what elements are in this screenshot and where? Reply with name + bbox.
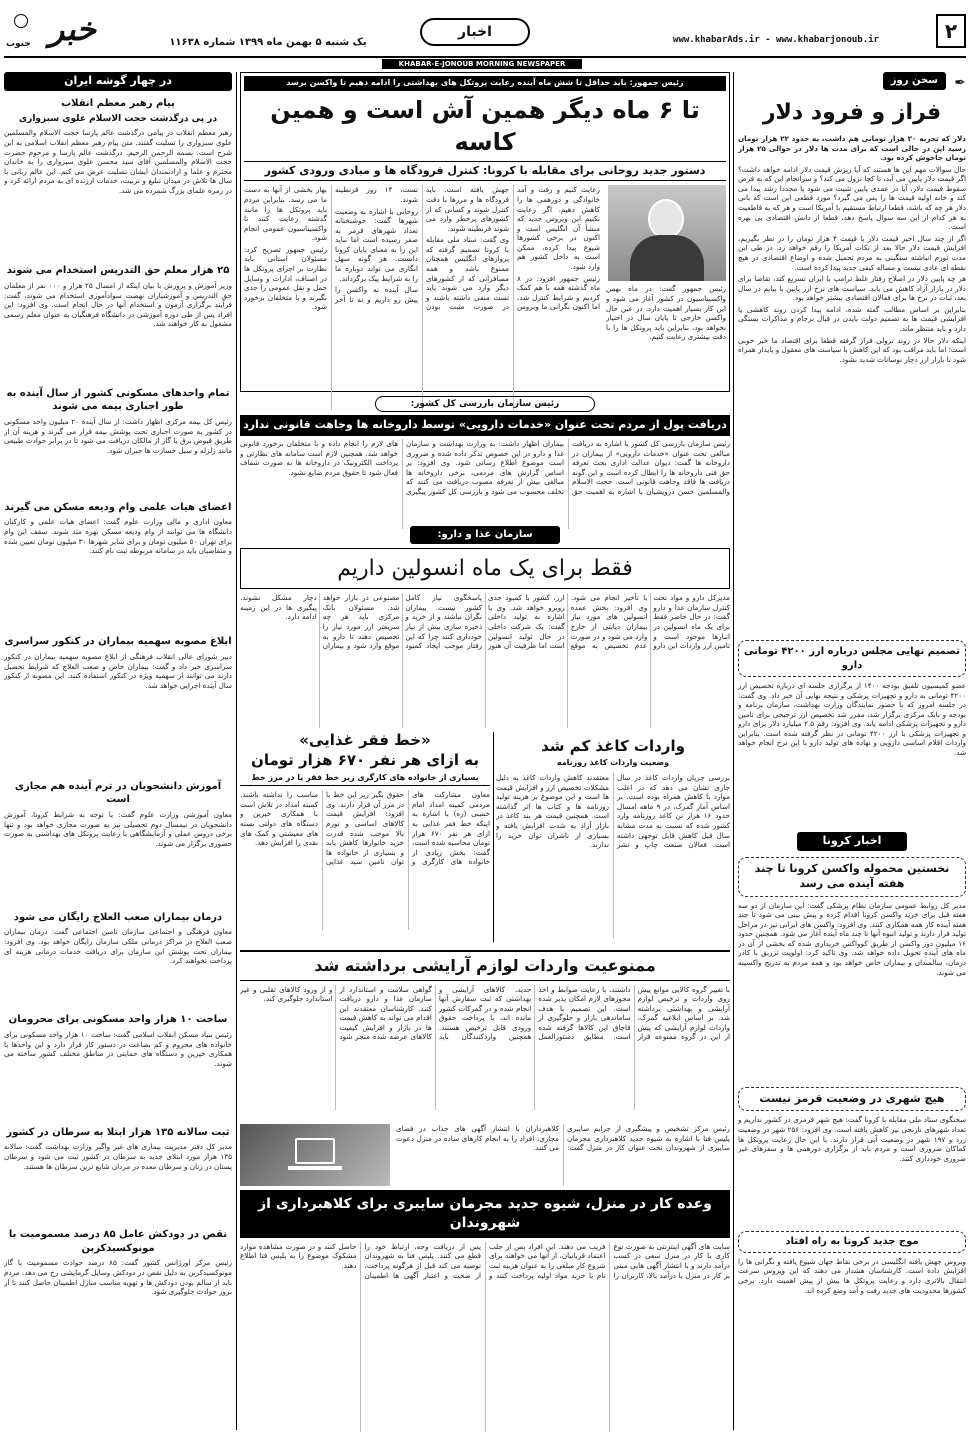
cybercrime-intro: رئیس مرکز تشخیص و پیشگیری از جرایم سایبری پلیس فتا با اشاره به شیوه جدید کلاهبرداری مجرمان سایبری از شهروندان تحت عنوان کار در منزل گفت: کلاهبرداران با انتشار آگهی های جذاب در فضای مجازی، افراد را به انجام کارهای ساده در منزل دعوت می کنند. <box>396 1124 730 1153</box>
paper-body: بررسی جریان واردات کاغذ در سال جاری نشان می دهد که در اغلب موارد با کاهش همراه بوده است. بر اساس آمار گمرک، در ۹ ماهه امسال حدود ۱۶ هزار تن کاغذ روزنامه وارد کشور شده که نسبت به مدت مشابه سال قبل کاهش قابل توجهی داشته است. فعالان صنعت چاپ و نشر معتقدند کاهش واردات کاغذ به دلیل مشکلات تخصیص ارز و افزایش قیمت ها است و این موضوع بر هزینه تولید روزنامه ها و کتاب ها اثر گذاشته است. همچنین قیمت هر بند کاغذ در بازار آزاد به شدت افزایش یافته و بسیاری از ناشران توان خرید را ندارند. <box>496 773 730 850</box>
cybercrime-headline-box <box>240 1190 730 1238</box>
cybercrime-top <box>240 1124 730 1186</box>
cybercrime-headline: وعده کار در منزل، شیوه جدید مجرمان سایبری برای کلاهبرداری از شهروندان <box>258 1196 712 1231</box>
lead-photo-column <box>606 185 726 410</box>
logo-sub: جنوب <box>6 39 31 49</box>
province-item-body: رهبر معظم انقلاب در پیامی درگذشت عالم پارسا حجت الاسلام والمسلمین علوی سبزواری را تسلیت گفتند. متن پیام رهبر معظم انقلاب اسلامی به این شرح است: بسمه الرحمن الرحیم. درگذشت عالم پارسا و مرحوم حضرت حجت الاسلام والمسلمین آقای سید محسن علوی سبزواری را به خاندان محترم و علما و ارادتمندان ایشان تسلیت عرض می کنم. این عالم ربانی با سال ها تلاش در میدان تبلیغ و تربیت، خدمات ارزنده ای به مردم ارائه کرد و در زمره علمای بزرگ شمرده می شد. <box>4 128 232 195</box>
editorial-tag-row <box>738 72 966 92</box>
laptop-icon <box>295 1138 335 1164</box>
poverty-story <box>240 730 490 945</box>
province-item-title: نقص در دودکش عامل ۸۵ درصد مسمومیت با مونوکسیدکربن <box>8 1229 228 1254</box>
insulin-kicker: سازمان غذا و دارو: <box>410 526 560 544</box>
section-label: اخبار <box>420 18 530 46</box>
lead-paragraph: رئیس جمهور افزود: در ۸ ماه گذشته همه با هم کمک کردیم و شرایط کنترل شد، اما اکنون نگرانی ما ویروس جهش یافته است. باید فرودگاه ها و مرزها با دقت کنترل شوند و کسانی که از کشورهای پرخطر وارد می شوند قرنطینه شوند. <box>426 185 600 312</box>
corona-item3-title-box <box>738 1231 966 1253</box>
editorial-tag: سخن روز <box>883 72 946 90</box>
currency-decision <box>738 640 966 830</box>
english-name-bar: KHABAR-E-JONOUB MORNING NEWSPAPER <box>382 59 582 69</box>
photo-figure-body <box>630 235 704 281</box>
cosmetics-body: با تغییر گروه کالایی موانع پیش روی واردات و ترخیص لوازم آرایشی و بهداشتی برداشته شد. بر اساس ابلاغیه گمرک، واردات لوازم آرایشی که پیش از این در گروه ممنوعه قرار داشتند، با رعایت ضوابط و اخذ مجوزهای لازم امکان پذیر شده است. این تصمیم با هدف ساماندهی بازار و جلوگیری از قاچاق این کالاها گرفته شده است. مطابق دستورالعمل جدید، کالاهای آرایشی و بهداشتی که ثبت سفارش آنها انجام شده و در گمرکات کشور مانده اند، با پرداخت حقوق ورودی قابل ترخیص هستند. همچنین واردکنندگان باید گواهی سلامت و استاندارد از سازمان غذا و دارو دریافت کنند. کارشناسان معتقدند این اقدام می تواند به کاهش قیمت ها در بازار و افزایش کیفیت کالاهای عرضه شده منجر شود و از ورود کالاهای تقلبی و غیر استاندارد جلوگیری کند. <box>240 984 730 1042</box>
paper-subhead: وضعیت واردات کاغذ روزنامه <box>556 758 670 768</box>
lead-kicker: رئیس جمهور: باید حداقل تا شش ماه آینده رعایت پروتکل های بهداشتی را ادامه دهیم تا واکسن برسد <box>244 76 726 91</box>
insulin-body: مدیرکل دارو و مواد تحت کنترل سازمان غذا و دارو گفت: در حال حاضر فقط برای یک ماه انسولین در انبارها موجود است و تامین ارز واردات این دارو با تأخیر انجام می شود. وی افزود: بخش عمده انسولین های مورد نیاز بیماران دیابتی از خارج وارد می شود و در صورت عدم تخصیص به موقع ارز، کشور با کمبود جدی روبرو خواهد شد. وی با اشاره به تولید داخلی گفت: یک شرکت داخلی در حال تولید انسولین است اما ظرفیت آن هنوز پاسخگوی نیاز کامل کشور نیست. بیماران نگران نباشند و از خرید و ذخیره سازی بیش از نیاز خودداری کنند چرا که این رفتار موجب ایجاد کمبود مصنوعی در بازار خواهد شد. مسئولان بانک مرکزی باید هر چه سریعتر ارز مورد نیاز را تخصیص دهند تا دارو به موقع وارد شود و بیماران دچار مشکل نشوند. پیگیری ها در این زمینه ادامه دارد. <box>240 593 730 651</box>
column-divider <box>733 72 734 1430</box>
corona-section-title: اخبار کرونا <box>797 832 907 851</box>
lead-story <box>240 72 730 392</box>
cybercrime-image <box>240 1124 390 1186</box>
page-number-box <box>936 14 966 48</box>
province-item-sub: در پی درگذشت حجت الاسلام علوی سبزواری <box>18 114 218 125</box>
websites[interactable]: www.khabarAds.ir - www.khabarjonoub.ir <box>673 35 879 45</box>
cybercrime-body: سایت های آگهی اینترنتی به صورت نوع کاری با کار در منزل سعی در کسب درآمد دارند و با انتشار آگهی هایی مبنی بر کار در منزل با درآمد بالا، کاربران را فریب می دهند. این افراد پس از جلب اعتماد قربانیان، از آنها می خواهند برای شروع کار مبلغی را به عنوان هزینه ثبت نام یا خرید مواد اولیه پرداخت کنند و پس از دریافت وجه، ارتباط خود را قطع می کنند. پلیس فتا به شهروندان توصیه می کند قبل از هرگونه پرداخت، از صحت و اعتبار آگهی ها اطمینان حاصل کنند و در صورت مشاهده موارد مشکوک موضوع را به پلیس فتا اطلاع دهند. <box>240 1241 730 1280</box>
lead-paragraph: وی گفت: ستاد ملی مقابله با کرونا تصمیم گرفته که پروازهای انگلیس همچنان ممنوع باشد و همه مسافرانی که از کشورهای دیگر وارد می شوند باید تست منفی داشته باشند و در صورت مثبت بودن تست، ۱۴ روز قرنطینه شوند. <box>335 185 509 312</box>
editorial-body <box>738 134 966 629</box>
province-item-title: تمام واحدهای مسکونی کشور از سال آینده به طور اجباری بیمه می شوند <box>6 387 230 413</box>
provinces-column <box>4 72 232 1430</box>
editorial-paragraph: دلار که تجربه ۳۰ هزار تومانی هم داشت، به حدود ۲۲ هزار تومان رسید این در حالی است که برای مدت ها دلار در حوالی ۲۵ هزار تومان جاخوش کرده بود. <box>738 134 966 163</box>
poverty-headline-main: به ازای هر نفر ۶۷۰ هزار تومان <box>251 751 479 770</box>
logo <box>4 12 104 52</box>
province-item-body: معاون آموزشی وزارت علوم گفت: با توجه به شرایط کرونا، آموزش دانشجویان در نیمسال دوم تحصیلی نیز به صورت مجازی خواهد بود و تنها برخی دروس عملی و آزمایشگاهی با رعایت پروتکل های بهداشتی به صورت حضوری برگزار می شوند. <box>4 809 232 848</box>
province-item-body: معاون اداری و مالی وزارت علوم گفت: اعضای هیات علمی و کارکنان دانشگاه ها می توانند از وام ودیعه مسکن بهره مند شوند. سقف این وام برای تهران ۵۰ میلیون تومان و برای سایر شهرها ۳۰ میلیون تومان تعیین شده و متقاضیان باید در سامانه مربوطه ثبت نام کنند. <box>4 517 232 556</box>
lead-content <box>244 185 726 410</box>
editorial-paragraph: هر چه پایین دلار در اصلاح رفتار غلط ترامپ با ایران تسریع کند، تقاضا برای دلار در بازار آزاد کاهش می یابد. سیاست های نرخ ارز پایین با بیایم در سال بعد، ثبات در نرخ ها برای فعالان اقتصادی بیشتر خواهد بود. <box>738 274 966 303</box>
lead-paragraph: سال آینده نه واکسن را پیش رو داریم و نه تا آخر بهار بخشی از آنها به دست ما می رسد. بنابراین مردم باید پروتکل ها را مانند گذشته رعایت کنند تا واکسیناسیون عمومی انجام شود. <box>244 185 418 304</box>
page-number: ۲ <box>944 18 958 43</box>
province-item-title: ۲۵ هزار معلم حق التدریس استخدام می شوند <box>6 265 230 277</box>
cybercrime-story <box>240 1124 730 1430</box>
story-divider <box>493 732 494 942</box>
province-item-body: معاون فرهنگی و اجتماعی سازمان تامین اجتماعی گفت: درمان بیماران صعب العلاج در مراکز درمانی ملکی سازمان رایگان خواهد بود. وی افزود: بیماران تحت پوشش این سازمان برای دریافت خدمات درمانی هزینه ای پرداخت نخواهند کرد. <box>4 927 232 966</box>
provinces-section-title: در چهار گوشه ایران <box>4 72 232 91</box>
poverty-body: معاون مشارکت های مردمی کمیته امداد امام خمینی (ره) با اشاره به اینکه خط فقر غذایی به ازای هر نفر ۶۷۰ هزار تومان محاسبه شده است، گفت: بخش زیادی از خانواده های کارگری و حقوق بگیر زیر این خط یا در مرز آن قرار دارند. وی افزود: افزایش قیمت کالاهای اساسی و تورم بالا موجب شده قدرت خرید خانوارها کاهش یابد و بسیاری از خانواده ها توان تامین سبد غذایی مناسب را نداشته باشند. کمیته امداد در تلاش است با همکاری خیرین و دستگاه های دولتی بسته های معیشتی و کمک های نقدی را افزایش دهد. <box>240 790 490 867</box>
paper-headline: واردات کاغذ کم شد <box>541 737 685 755</box>
corona-item1-body: مدیر کل روابط عمومی سازمان نظام پزشکی گفت: این سازمان از دو سه هفته قبل برای خرید واکسن کرونا اقدام کرده و پیش بینی می شود تا چند هفته آینده کار همه همکاری کنند. وی افزود: واکسن های ایرانی نیز در مراحل تولید قرار دارند و تولید انبوه آنها تا چند ماه آینده آغاز می شود. همچنین حدود ۱۶ میلیون دوز واکسن از طریق کوواکس خریداری شده که بخشی از آن در ماه های آینده تحویل داده خواهد شد. وی تاکید کرد: اولویت تزریق با کادر درمان، سالمندان و بیماران خاص خواهد بود و همه مردم به تدریج واکسینه می شوند. <box>738 900 966 977</box>
insulin-headline-box <box>240 548 730 590</box>
lead-paragraph: رئیس جمهور تصریح کرد: مسئولان استانی باید نظارت بر اجرای پروتکل ها در اصناف، ادارات و وسایل حمل و نقل عمومی را جدی بگیرند و با متخلفان برخورد شود. <box>244 244 327 312</box>
lead-headline: تا ۶ ماه دیگر همین آش است و همین کاسه <box>270 95 700 157</box>
insulin-story <box>240 526 730 726</box>
province-item-title: درمان بیماران صعب العلاج رایگان می شود <box>13 911 223 923</box>
editorial-paragraph: اینکه دلار حالا در روند نزولی قرار گرفته قطعا برای اقتصاد ما خبر خوبی است؛ اما باید مراقب بود که این کاهش با سیاست های معقول و پایدار همراه شود تا بازار ارز دچار نوسانات شدید نشود. <box>738 335 966 364</box>
corona-item3-body: ویروس جهش یافته انگلیسی در برخی نقاط جهان شیوع یافته و نگرانی ها را افزایش داده است. کارشناسان هشدار می دهند که این ویروس سرعت انتقال بالاتری دارد و رعایت پروتکل ها بیش از پیش اهمیت دارد. برخی کشورها محدودیت های جدید رفت و آمد وضع کرده اند. <box>738 1256 966 1295</box>
poverty-subhead: بسیاری از خانواده های کارگری زیر خط فقر یا در مرز خط <box>240 773 490 787</box>
paper-imports-story <box>496 730 730 945</box>
province-item-title: اعضای هیات علمی وام ودیعه مسکن می گیرند <box>4 501 232 513</box>
masthead-rule <box>4 56 966 58</box>
province-item-title: آموزش دانشجویان در ترم آینده هم مجازی است <box>14 780 222 806</box>
currency-headline: تصمیم نهایی مجلس درباره ارز ۴۲۰۰ تومانی دارو <box>744 646 960 671</box>
president-photo <box>608 185 726 281</box>
corona-item2-body: سخنگوی ستاد ملی مقابله با کرونا گفت: هیچ شهر قرمزی در کشور نداریم و تعداد شهرهای نارنجی نیز کاهش یافته است. وی افزود: ۲۵۶ شهر در وضعیت زرد و ۱۹۷ شهر در وضعیت آبی قرار دارند. با این حال رعایت پروتکل ها کماکان ضروری است و مردم باید از برگزاری دورهمی ها و سفرهای غیر ضروری خودداری کنند. <box>738 1115 966 1163</box>
laptop-base-icon <box>288 1166 342 1170</box>
column-divider <box>236 72 237 1430</box>
inspection-story <box>240 396 730 524</box>
province-item-title: ساخت ۱۰ هزار واحد مسکونی برای محرومان <box>8 1014 228 1026</box>
province-item-body: رئیس کل بیمه مرکزی اظهار داشت: از سال آینده ۲۰ میلیون واحد مسکونی در کشور به صورت اجباری تحت پوشش بیمه قرار می گیرند و هزینه آن از طریق قبوض برق یا گاز از مالکان دریافت می شود تا در برابر حوادث طبیعی مانند زلزله و سیل خسارت ها جبران شود. <box>4 416 232 455</box>
province-item-title: ثبت سالانه ۱۳۵ هزار ابتلا به سرطان در کشور <box>6 1126 230 1138</box>
photo-caption: رئیس جمهور گفت: در ماه بهمن واکسیناسیون در کشور آغاز می شود و این کار بسیار اهمیت دارد. در عین حال واکسن خارجی تا پایان سال در اختیار نخواهد بود، بنابراین باید پروتکل ها را با دقت بیشتری رعایت کنیم. <box>606 284 726 342</box>
insulin-headline: فقط برای یک ماه انسولین داریم <box>337 555 633 581</box>
inspection-headline: دریافت پول از مردم تحت عنوان «خدمات دارویی» توسط داروخانه ها وجاهت قانونی ندارد <box>240 415 730 436</box>
pen-icon: ✒ <box>954 75 966 91</box>
editorial-paragraph: بنابراین بر اساس مطالب گفته شده، ادامه پیدا کردن روند کاهشی یا افزایشی قیمت ها به تصمیم دولت بایدن در قبال برجام و مذاکرات بستگی دارد و باید منتظر ماند. <box>738 304 966 333</box>
date-issue: یک شنبه ۵ بهمن ماه ۱۳۹۹ شماره ۱۱۶۳۸ <box>169 37 367 48</box>
lead-paragraph: رعایت کنیم و رفت و آمد خانوادگی و دورهمی ها را کاهش دهیم. اگر رعایت نکنیم این ویروس جدید که منشأ آن انگلیس است و اکنون در برخی کشورها شیوع پیدا کرده، ممکن است به داخل کشور هم وارد شود. <box>517 185 600 272</box>
photo-figure-head <box>648 199 684 239</box>
corona-item1-title-box <box>738 857 966 897</box>
corona-item3-title: موج جدید کرونا به راه افتاد <box>785 1236 919 1248</box>
globe-icon <box>14 14 28 28</box>
currency-body: عضو کمیسیون تلفیق بودجه ۱۴۰۰ از برگزاری جلسه ای درباره تخصیص ارز ۴۲۰۰ تومانی به دارو و تجهیزات پزشکی و نتیجه نهایی آن خبر داد. وی گفت: در جلسه امروز که با حضور نمایندگان وزارت بهداشت، سازمان برنامه و بودجه و بانک مرکزی برگزار شد، مقرر شد تخصیص ارز ترجیحی برای تامین دارو و تجهیزات پزشکی ادامه یابد. وی افزود: رقم ۲.۵ میلیارد دلار برای دارو و تجهیزات پزشکی با ارز ۴۲۰۰ تومانی در نظر گرفته شده است. بنابراین واردات اقلام اساسی دارویی و نهاده های تولید دارو با این نرخ انجام خواهد شد. <box>738 681 966 758</box>
cosmetics-headline: ممنوعیت واردات لوازم آرایشی برداشته شد <box>240 950 730 981</box>
logo-text: خبر <box>48 10 96 48</box>
corona-item2-title: هیچ شهری در وضعیت قرمز نیست <box>759 1091 945 1105</box>
editorial <box>738 72 966 632</box>
corona-item2-title-box <box>738 1087 966 1112</box>
lead-paragraph: روحانی با اشاره به وضعیت شهرها گفت: خوشبختانه تعداد شهرهای قرمز به صفر رسیده است اما نباید این را به معنای پایان کرونا دانست. هر گونه سهل انگاری می تواند دوباره ما را به شرایط پیک برگرداند. <box>335 206 418 283</box>
corona-item1-title: نخستین محموله واکسن کرونا تا چند هفته آینده می رسد <box>754 861 950 890</box>
editorial-paragraph: حال سوالات مهم این ها هستند که آیا ریزش قیمت دلار ادامه خواهد داشت؟ اگر قیمت دلار پایین می آید، تا کجا نزول می کند؟ و سرانجام این که به فرض سقوط قیمت دلار، آیا در عمدی پایین تثبیت می شود یا مجددا رشد پیدا می کند و خانه اولیه قیمت ها را پس می گیرد؟ مورد قطعی این است که بانی دلار هر چه که باشد، قطعا ارتباط مستقیم با آمریکا است و هر که به قاطعیت به هر کدام از این سه سوال پاسخ دهد، قطعا از دانش اقتصادی بی بهره است. <box>738 164 966 232</box>
poverty-headline-top: «خط فقر غذایی» <box>299 731 431 749</box>
currency-headline-box <box>738 640 966 677</box>
masthead <box>0 0 970 58</box>
editorial-title: فراز و فرود دلار <box>762 100 942 125</box>
editorial-paragraph: اگر از چند سال اخیر قیمت دلار با قیمت ۴ هزار تومان را در نظر بگیریم، افزایش قیمت دلار حالا بعد از نکات آمریکا را رقم خواهد زد. در طی این مدت تورم انباشته سنگینی به مردم تحمیل شده و اوضاع اقتصادی در هیچ نقطه ای عادی نیست و مساله کیفی جدید پیدا کرده است. <box>738 233 966 272</box>
lead-subhead: دستور جدید روحانی برای مقابله با کرونا: کنترل فرودگاه ها و مبادی ورودی کشور <box>244 161 726 182</box>
province-item-body: دبیر شورای عالی انقلاب فرهنگی از ابلاغ مصوبه سهمیه بیماران در کنکور سراسری خبر داد و گفت: بیماران خاص و صعب العلاج که شرایط تحصیل دارند می توانند از سهمیه ویژه در کنکور استفاده کنند. این مصوبه از کنکور سال آینده اجرایی خواهد شد. <box>4 651 232 690</box>
province-item-body: رئیس بنیاد مسکن انقلاب اسلامی گفت: ساخت ۱۰ هزار واحد مسکونی برای خانواده های محروم و کم بضاعت در دستور کار قرار دارد و این واحدها با همکاری خیرین و دستگاه های حمایتی در مناطق مختلف کشور ساخته می شوند. <box>4 1029 232 1068</box>
lead-body <box>244 185 600 410</box>
corona-news <box>738 832 966 1432</box>
inspection-kicker: رئیس سازمان بازرسی کل کشور: <box>375 396 595 412</box>
cosmetics-story <box>240 950 730 1120</box>
inspection-body: رئیس سازمان بازرسی کل کشور با اشاره به دریافت مبالغی تحت عنوان «خدمات دارویی» از بیماران در داروخانه ها گفت: دیوان عدالت اداری بحث تعرفه حق فنی داروخانه ها را ابطال کرده است و این گونه دریافت ها فاقد وجاهت قانونی است. حجت الاسلام والمسلمین حسن درویشیان با اشاره به اهمیت حق بیماران اظهار داشت: به وزارت بهداشت و سازمان غذا و دارو در این خصوص تذکر داده شده و ضروری است موضوع اطلاع رسانی شود. وی افزود: بر اساس گزارش های مردمی، برخی داروخانه ها مبالغی بیش از تعرفه مصوب دریافت می کنند که تخلف محسوب می شود و بازرسی کل کشور پیگیری های لازم را انجام داده و با متخلفان برخورد قانونی خواهد شد. همچنین لازم است سامانه های نظارتی و پرداخت الکترونیک در داروخانه ها به صورت شفاف فعال شود تا حقوق مردم ضایع نشود. <box>240 438 730 496</box>
province-item-body: وزیر آموزش و پرورش با بیان اینکه از امسال ۲۵ هزار و ۰۰۰ نفر از معلمان حق التدریس و آموزشیاران نهضت سوادآموزی استخدام می شوند، گفت: فرآیند برگزاری آزمون و استخدام آنها در حال انجام است. وی افزود: این افراد پس از طی دوره آموزشی در دانشگاه فرهنگیان به عنوان معلم رسمی مشغول به کار خواهند شد. <box>4 280 232 329</box>
province-item-body: مدیر کل دفتر مدیریت بیماری های غیر واگیر وزارت بهداشت گفت: سالانه ۱۳۵ هزار مورد ابتلای جدید به سرطان در کشور ثبت می شود و سرطان پستان در زنان و سرطان معده در مردان شایع ترین سرطان ها هستند. <box>4 1142 232 1171</box>
province-item-title: ابلاغ مصوبه سهمیه بیماران در کنکور سراسری <box>4 636 232 648</box>
province-item-body: رئیس مرکز اورژانس کشور گفت: ۸۵ درصد حوادث مسمومیت با گاز مونوکسیدکربن به دلیل نقص در دودکش وسایل گرمایشی رخ می دهد. مردم باید از سالم بودن دودکش ها و تهویه مناسب منازل اطمینان حاصل کنند تا از بروز حوادث جلوگیری شود. <box>4 1258 232 1297</box>
province-item-title: پیام رهبر معظم انقلاب <box>61 97 175 109</box>
